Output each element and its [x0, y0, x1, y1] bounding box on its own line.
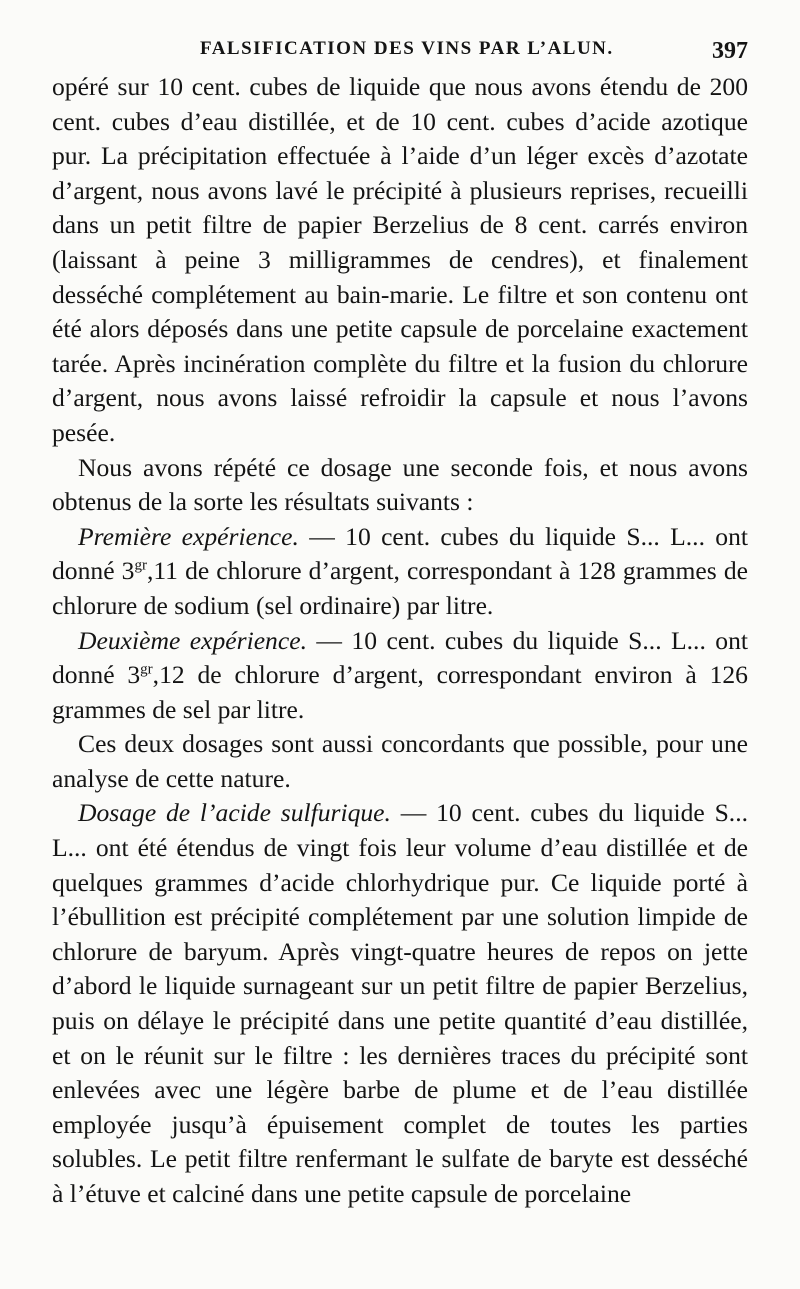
body-text	[52, 70, 748, 1212]
paragraph-lead: Première expérience.	[78, 521, 299, 551]
paragraph-text-after: ,11 de chlorure d’argent, correspondant à 128 grammes de chlorure de sodium (sel ordinaire) par litre.	[52, 556, 748, 620]
page-number: 397	[712, 38, 748, 64]
paragraph-first-experiment	[52, 520, 748, 624]
running-title: FALSIFICATION DES VINS PAR L’ALUN.	[200, 38, 614, 59]
paragraph-lead: Deuxième expérience.	[78, 625, 307, 655]
paragraph-concordance	[52, 727, 748, 796]
paragraph-text: Ces deux dosages sont aussi concordants que possible, pour une analyse de cette nature.	[52, 729, 748, 793]
paragraph-lead: Dosage de l’acide sulfurique.	[78, 798, 391, 828]
paragraph-sulfuric-acid	[52, 796, 748, 1211]
paragraph-text: — 10 cent. cubes du liquide S... L... ont été étendus de vingt fois leur volume d’eau distillée et de quelques grammes d’acide chlorhydrique pur. Ce liquide porté à l’ébullition est précipité complétement par une solution limpide de chlorure de baryum. Après vingt-quatre heures de repos on jette d’abord le liquide surnageant sur un petit filtre de papier Berzelius, puis on délaye le précipité dans une petite quantité d’eau distillée, et on le réunit sur le filtre : les dernières traces du précipité sont enlevées avec une légère barbe de plume et de l’eau distillée employée jusqu’à épuisement complet de toutes les parties solubles. Le petit filtre renfermant le sulfate de baryte est desséché à l’étuve et calciné dans une petite capsule de porcelaine	[52, 798, 748, 1208]
paragraph-text: Nous avons répété ce dosage une seconde fois, et nous avons obtenus de la sorte les résultats suivants :	[52, 452, 748, 517]
paragraph-continuation	[52, 70, 748, 451]
paragraph-repeat-dosage	[52, 451, 748, 520]
paragraph-second-experiment	[52, 624, 748, 728]
paragraph-text: opéré sur 10 cent. cubes de liquide que nous avons étendu de 200 cent. cubes d’eau distillée, et de 10 cent. cubes d’acide azotique pur. La précipitation effectuée à l’aide d’un léger excès d’azotate d’argent, nous avons lavé le précipité à plusieurs reprises, recueilli dans un petit filtre de papier Berzelius de 8 cent. carrés environ (laissant à peine 3 milligrammes de cendres), et finalement desséché complétement au bain-marie. Le filtre et son contenu ont été alors déposés dans une petite capsule de porcelaine exactement tarée. Après incinération complète du filtre et la fusion du chlorure d’argent, nous avons laissé refroidir la capsule et nous l’avons pesée.	[52, 72, 748, 447]
unit-superscript: gr	[134, 557, 147, 574]
unit-superscript: gr	[140, 661, 153, 678]
running-header	[52, 32, 748, 68]
paragraph-text-before: — 10 cent. cubes du liquide S... L... ont donné 3	[52, 625, 748, 690]
paragraph-text-before: — 10 cent. cubes du liquide S... L... ont donné 3	[52, 521, 748, 586]
paragraph-text-after: ,12 de chlorure d’argent, correspondant environ à 126 grammes de sel par litre.	[52, 660, 748, 724]
